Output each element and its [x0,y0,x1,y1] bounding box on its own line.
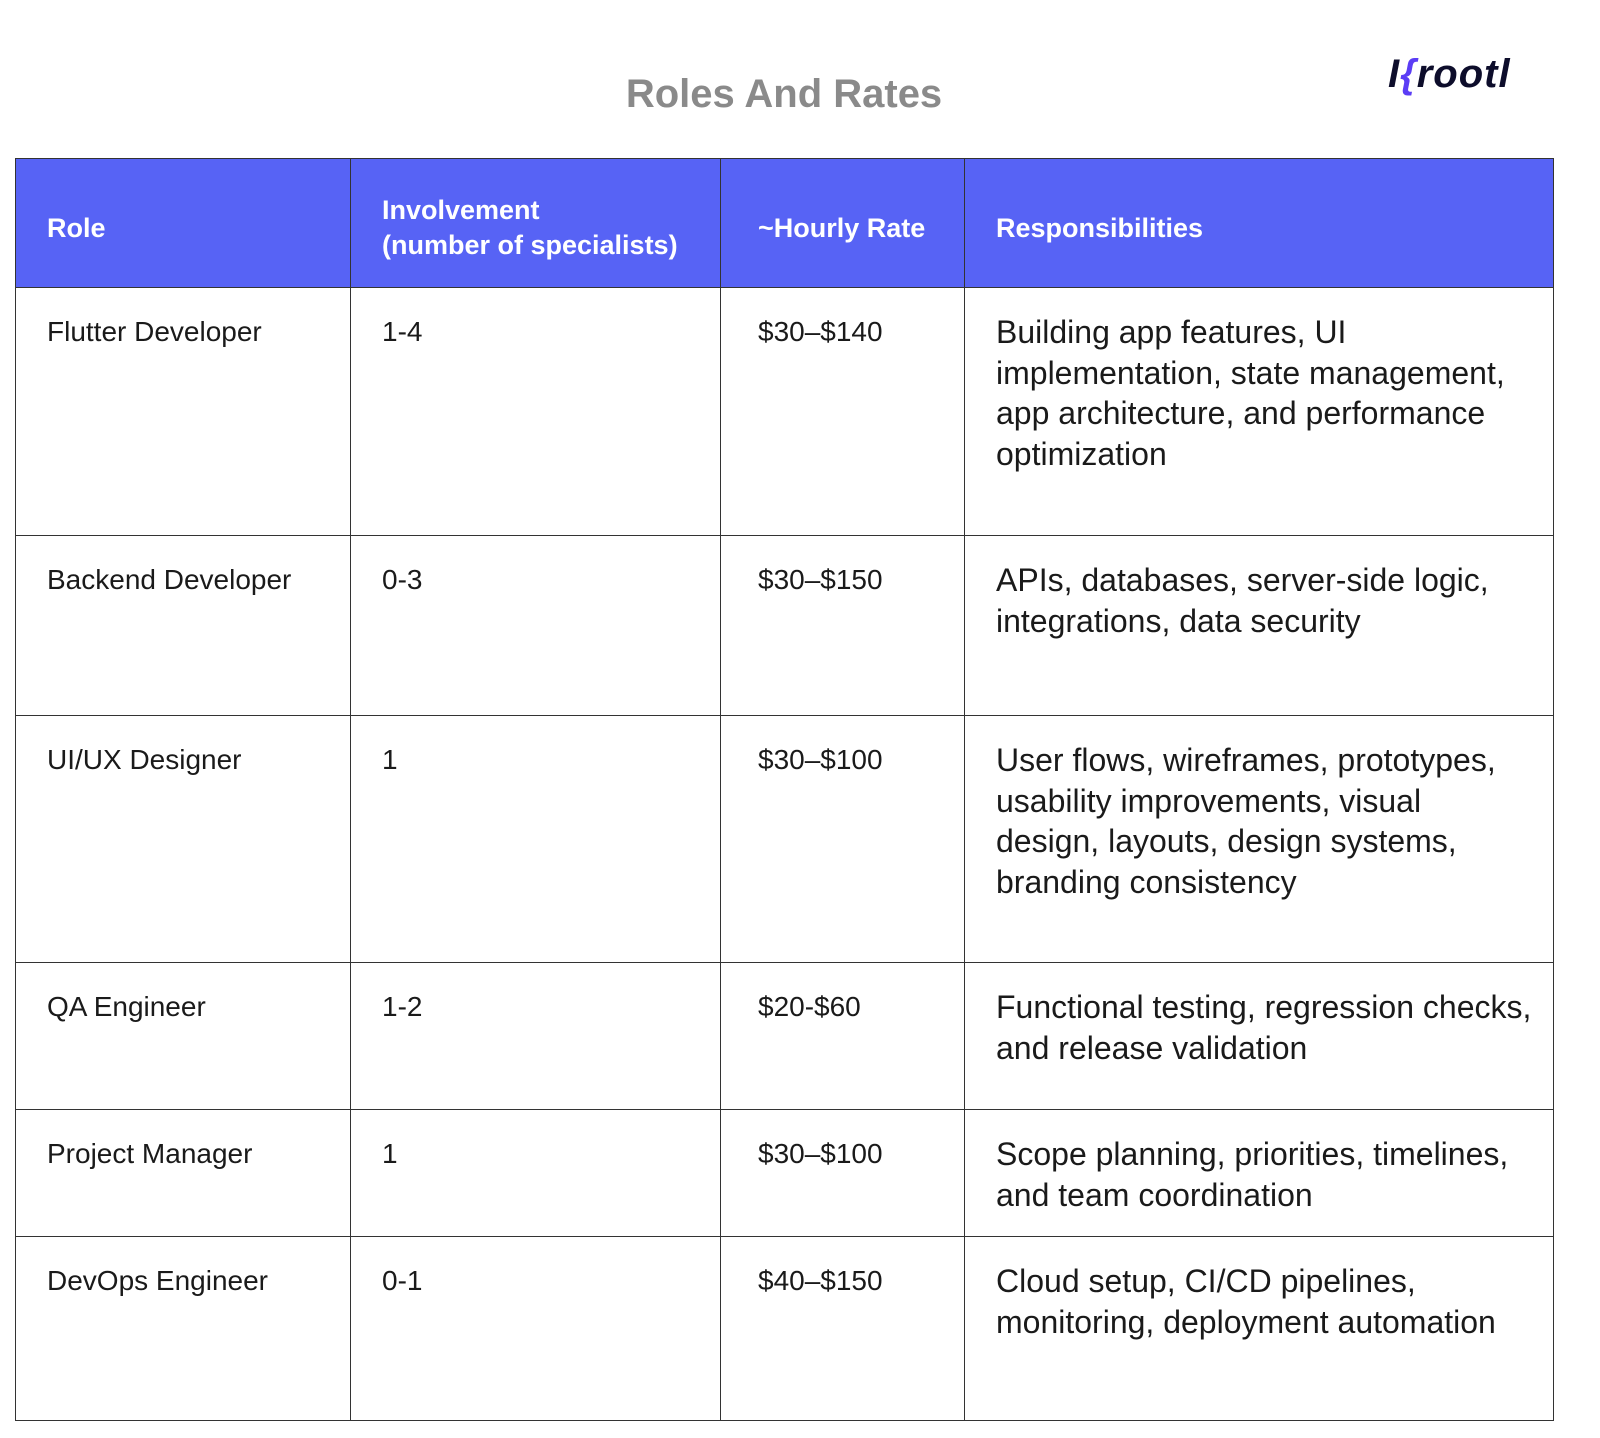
table-row [16,963,1554,1110]
involvement-cell: 0-1 [351,1237,721,1421]
logo-text: rootl [1416,52,1511,96]
header-responsibilities: Responsibilities [965,159,1554,288]
role-cell: QA Engineer [16,963,351,1110]
table-row [16,716,1554,963]
table-row [16,1237,1554,1421]
responsibilities-cell: Building app features, UI implementation, state management, app architecture, and performance optimization [965,288,1554,536]
involvement-cell: 1-2 [351,963,721,1110]
responsibilities-cell: APIs, databases, server-side logic, integrations, data security [965,536,1554,716]
responsibilities-cell: Scope planning, priorities, timelines, and team coordination [965,1110,1554,1237]
table-row [16,1110,1554,1237]
rate-cell: $30–$100 [721,716,965,963]
role-cell: UI/UX Designer [16,716,351,963]
table-row [16,536,1554,716]
header-role: Role [16,159,351,288]
role-cell: Backend Developer [16,536,351,716]
responsibilities-cell: Cloud setup, CI/CD pipelines, monitoring, deployment automation [965,1237,1554,1421]
header-involvement: Involvement (number of specialists) [351,159,721,288]
brand-logo [1388,52,1511,97]
involvement-cell: 0-3 [351,536,721,716]
responsibilities-cell: User flows, wireframes, prototypes, usability improvements, visual design, layouts, design systems, branding consistency [965,716,1554,963]
rate-cell: $40–$150 [721,1237,965,1421]
logo-prefix: I [1388,52,1401,96]
roles-rates-table [15,158,1554,1421]
involvement-cell: 1 [351,1110,721,1237]
rate-cell: $30–$140 [721,288,965,536]
responsibilities-cell: Functional testing, regression checks, and release validation [965,963,1554,1110]
rate-cell: $30–$100 [721,1110,965,1237]
role-cell: Flutter Developer [16,288,351,536]
header-hourly-rate: ~Hourly Rate [721,159,965,288]
logo-brace: { [1400,52,1417,96]
table-header-row [16,159,1554,288]
page-title: Roles And Rates [625,72,943,116]
rate-cell: $30–$150 [721,536,965,716]
rate-cell: $20-$60 [721,963,965,1110]
involvement-cell: 1 [351,716,721,963]
table-row [16,288,1554,536]
role-cell: DevOps Engineer [16,1237,351,1421]
involvement-cell: 1-4 [351,288,721,536]
role-cell: Project Manager [16,1110,351,1237]
